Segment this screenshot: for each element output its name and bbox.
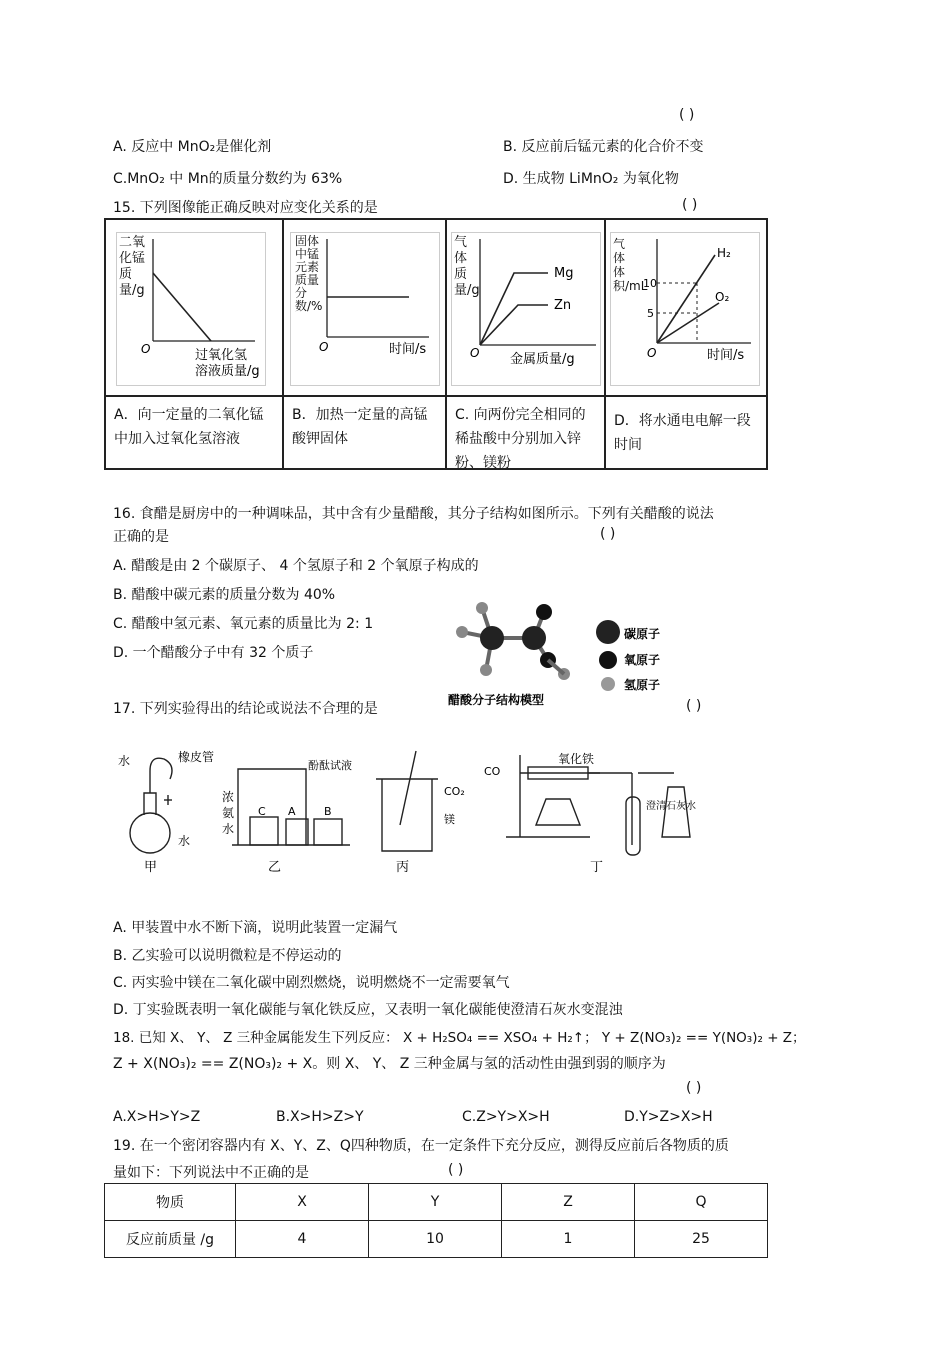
graph-c [447, 220, 606, 471]
graph-b-origin: O [319, 340, 329, 354]
graph-a-xlabel-1: 过氧化氢 [195, 348, 248, 363]
label-rubber-tube: 橡皮管 [178, 750, 215, 764]
q17-stem: 17. 下列实验得出的结论或说法不合理的是 [113, 701, 378, 717]
graph-b-xlabel: 时间/s [389, 342, 427, 357]
q16-option-c: C. 醋酸中氢元素、氧元素的质量比为 2: 1 [113, 616, 374, 632]
graph-d [606, 220, 766, 468]
table-cell: 4 [236, 1221, 369, 1258]
label-C: C [258, 805, 266, 818]
q15-graph-table [104, 218, 768, 470]
label-water-2: 水 [178, 834, 191, 848]
q15-stem: 15. 下列图像能正确反映对应变化关系的是 [113, 200, 378, 216]
label-iron-oxide: 氧化铁 [558, 752, 595, 766]
graph-c-series-zn: Zn [554, 298, 572, 313]
q14-option-d: D. 生成物 LiMnO₂ 为氧化物 [503, 171, 679, 187]
graph-c-caption: C. 向两份完全相同的稀盐酸中分别加入锌粉、镁粉 [447, 395, 604, 468]
table-header-cell: Q [635, 1184, 768, 1221]
table-header-cell: Y [369, 1184, 502, 1221]
q16-stem-2: 正确的是 [113, 529, 169, 545]
graph-a-origin: O [141, 342, 151, 356]
q18-stem-1: 18. 已知 X、 Y、 Z 三种金属能发生下列反应： X + H₂SO₄ == XSO₄ + H₂↑； Y + Z(NO₃)₂ == Y(NO₃)₂ + Z； [113, 1030, 806, 1046]
q19-stem-2: 量如下：下列说法中不正确的是 [113, 1165, 309, 1181]
table-header-cell: Z [502, 1184, 635, 1221]
graph-c-origin: O [470, 346, 480, 360]
legend-hydrogen: 氢原子 [624, 678, 661, 692]
q18-bracket: ( ) [686, 1080, 702, 1096]
label-phenolphthalein: 酚酞试液 [308, 759, 352, 772]
graph-d-series-o2: O₂ [715, 290, 730, 304]
q17-option-c: C. 丙实验中镁在二氧化碳中剧烈燃烧，说明燃烧不一定需要氧气 [113, 975, 510, 991]
q16-option-b: B. 醋酸中碳元素的质量分数为 40% [113, 587, 336, 603]
q17-bracket: ( ) [686, 698, 702, 714]
graph-d-xlabel: 时间/s [707, 348, 745, 363]
label-co: CO [484, 765, 501, 778]
legend-oxygen: 氧原子 [624, 653, 661, 667]
graph-d-origin: O [647, 346, 657, 360]
q14-option-a: A. 反应中 MnO₂是催化剂 [113, 139, 272, 155]
q18-option-b: B.X>H>Z>Y [276, 1109, 364, 1125]
graph-a-ylabel: 二氧化锰质量/g [119, 235, 146, 298]
graph-d-series-h2: H₂ [717, 246, 731, 260]
q17-apparatus-figure [110, 745, 700, 880]
graph-a-caption: A．向一定量的二氧化锰中加入过氧化氢溶液 [106, 395, 282, 468]
q14-option-b: B. 反应前后锰元素的化合价不变 [503, 139, 704, 155]
table-header-row [105, 1184, 768, 1221]
graph-a-xlabel-2: 溶液质量/g [195, 364, 260, 379]
graph-b [284, 220, 447, 468]
q16-option-d: D. 一个醋酸分子中有 32 个质子 [113, 645, 314, 661]
table-header-cell: 物质 [105, 1184, 236, 1221]
table-cell: 10 [369, 1221, 502, 1258]
q15-bracket: ( ) [682, 197, 698, 213]
graph-d-ylabel: 气体体积/mL [613, 237, 648, 293]
label-jia: 甲 [144, 860, 158, 875]
q19-bracket: ( ) [448, 1162, 464, 1178]
graph-c-xlabel: 金属质量/g [510, 352, 575, 367]
q19-mass-table [104, 1183, 768, 1258]
graph-b-ylabel: 固体中锰元素质量分数/% [295, 234, 323, 313]
table-cell: 1 [502, 1221, 635, 1258]
table-row [105, 1221, 768, 1258]
label-water-1: 水 [118, 754, 131, 768]
graph-d-tick-5: 5 [647, 307, 654, 320]
legend-carbon: 碳原子 [624, 627, 661, 641]
table-header-cell: X [236, 1184, 369, 1221]
label-yi: 乙 [268, 860, 282, 875]
graph-a [106, 220, 284, 468]
q17-option-d: D. 丁实验既表明一氧化碳能与氧化铁反应，又表明一氧化碳能使澄清石灰水变混浊 [113, 1002, 623, 1018]
q14-option-c: C.MnO₂ 中 Mn的质量分数约为 63% [113, 171, 343, 187]
q16-stem-1: 16. 食醋是厨房中的一种调味品，其中含有少量醋酸，其分子结构如图所示。下列有关醋酸的说法 [113, 506, 714, 522]
graph-c-series-mg: Mg [554, 266, 574, 281]
label-aq: 水 [222, 822, 235, 836]
q17-option-b: B. 乙实验可以说明微粒是不停运动的 [113, 948, 342, 964]
q16-option-a: A. 醋酸是由 2 个碳原子、 4 个氢原子和 2 个氧原子构成的 [113, 558, 479, 574]
label-ding: 丁 [590, 860, 604, 875]
label-co2: CO₂ [444, 785, 465, 798]
q17-option-a: A. 甲装置中水不断下滴，说明此装置一定漏气 [113, 920, 398, 936]
graph-d-plot [611, 233, 759, 385]
table-cell: 25 [635, 1221, 768, 1258]
q16-bracket: ( ) [600, 526, 616, 542]
q18-option-d: D.Y>Z>X>H [624, 1109, 713, 1125]
label-mg: 镁 [444, 813, 455, 826]
graph-d-caption: D．将水通电电解一段时间 [606, 395, 766, 468]
graph-b-caption: B．加热一定量的高锰酸钾固体 [284, 395, 445, 468]
model-title: 醋酸分子结构模型 [448, 693, 545, 707]
q18-stem-2: Z + X(NO₃)₂ == Z(NO₃)₂ + X。则 X、 Y、 Z 三种金属与氢的活动性由强到弱的顺序为 [113, 1056, 666, 1072]
table-cell: 反应前质量 /g [105, 1221, 236, 1258]
label-B: B [324, 805, 332, 818]
q14-bracket: ( ) [679, 107, 695, 123]
q18-option-c: C.Z>Y>X>H [462, 1109, 550, 1125]
label-conc: 浓 [222, 790, 235, 804]
graph-d-tick-10: 10 [643, 277, 657, 290]
label-ammonia: 氨 [222, 806, 235, 820]
label-bing: 丙 [396, 860, 410, 875]
label-limewater: 澄清石灰水 [646, 801, 696, 812]
acetic-acid-model-figure [440, 598, 670, 710]
q19-stem-1: 19. 在一个密闭容器内有 X、Y、Z、Q四种物质，在一定条件下充分反应，测得反应前后各物质的质 [113, 1138, 729, 1154]
q18-option-a: A.X>H>Y>Z [113, 1109, 201, 1125]
label-A: A [288, 805, 296, 818]
graph-c-ylabel: 气体质量/g [454, 235, 480, 298]
